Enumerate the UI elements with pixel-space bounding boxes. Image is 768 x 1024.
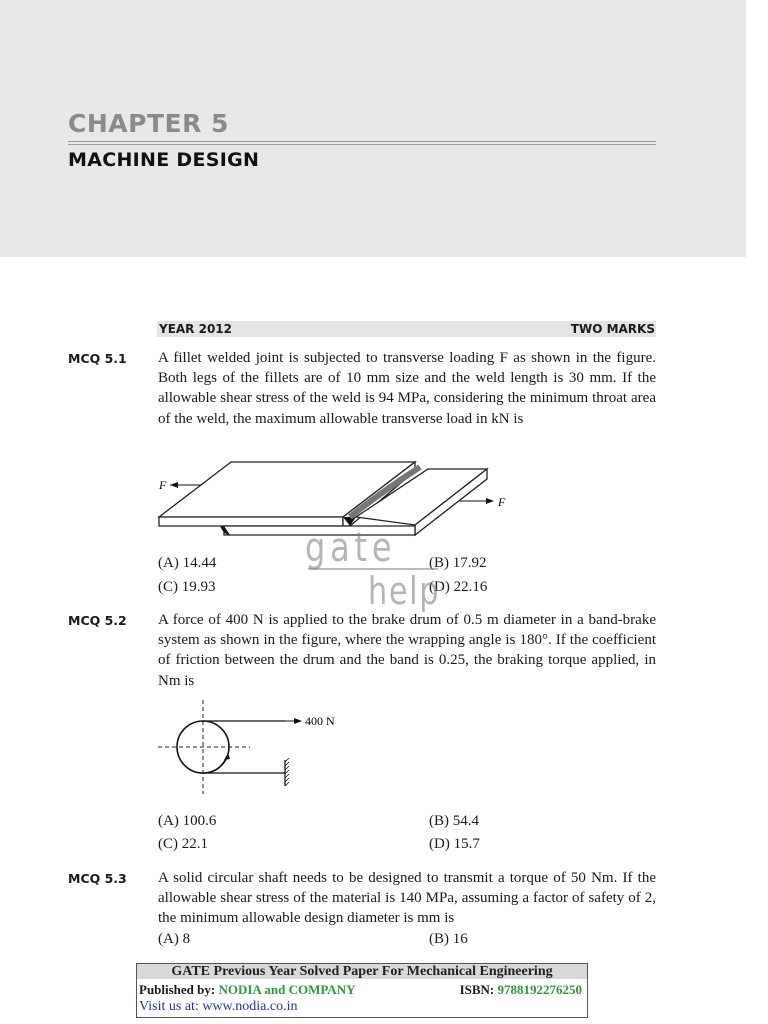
option-d: (D) 15.7 [429, 836, 480, 852]
footer-isbn [460, 982, 582, 998]
watermark-text: help [368, 569, 441, 613]
force-label-left: F [159, 478, 167, 492]
footer-publisher [139, 982, 355, 998]
question-label: MCQ 5.3 [68, 871, 127, 886]
rotation-arrow-icon [224, 753, 230, 760]
publisher-name: NODIA and COMPANY [218, 982, 356, 997]
fillet-weld-figure [150, 455, 530, 545]
question-text: A fillet welded joint is subjected to transverse loading F as shown in the figure. Both legs of the fillets are of 10 mm size and the weld length is 30 mm. If the allowable shear stress of the weld is 94 MPa, considering the minimum throat area of the weld, the maximum allowable transverse load in kN is [158, 350, 656, 427]
marks-label: TWO MARKS [570, 322, 655, 336]
chapter-header [0, 0, 746, 257]
option-a: (A) 8 [158, 931, 191, 947]
force-label: 400 N [305, 714, 335, 728]
top-plate-edge [159, 517, 343, 526]
watermark-rule [308, 568, 438, 570]
question-text: A solid circular shaft needs to be designed to transmit a torque of 50 Nm. If the allowable shear stress of the material is 140 MPa, assuming a factor of safety of 2, the minimum allowable design diameter is mm is [158, 870, 656, 927]
footer-website-link[interactable]: Visit us at: www.nodia.co.in [139, 999, 298, 1014]
arrow-left-icon [170, 482, 178, 488]
question-label: MCQ 5.1 [68, 351, 127, 366]
option-c: (C) 22.1 [158, 836, 208, 852]
header-rule [68, 144, 656, 145]
header-rule [68, 141, 656, 142]
arrow-right-icon [294, 718, 302, 724]
page-footer [136, 963, 588, 1018]
year-label: YEAR 2012 [159, 322, 232, 336]
chapter-label: CHAPTER 5 [68, 109, 229, 138]
year-bar [157, 321, 656, 337]
arrow-right-icon [486, 498, 494, 504]
published-label: Published by: [139, 982, 216, 997]
force-label-right: F [498, 495, 506, 509]
question-text: A force of 400 N is applied to the brake drum of 0.5 m diameter in a band-brake system as shown in the figure, where the wrapping angle is 180°. If the coefficient of friction between the drum and the band is 0.25, the braking torque applied, in Nm is [158, 612, 656, 689]
watermark-text: gate [305, 525, 397, 571]
option-c: (C) 19.93 [158, 579, 216, 595]
isbn-label: ISBN: [459, 982, 495, 997]
footer-title: GATE Previous Year Solved Paper For Mechanical Engineering [137, 964, 587, 979]
isbn-value: 9788192276250 [497, 982, 582, 997]
question-label: MCQ 5.2 [68, 613, 127, 628]
ground-hatch-icon [285, 758, 289, 786]
option-b: (B) 54.4 [429, 813, 479, 829]
bottom-plate-edge [224, 526, 415, 535]
chapter-title: MACHINE DESIGN [68, 149, 260, 171]
option-a: (A) 100.6 [158, 813, 217, 829]
band-brake-figure [150, 698, 370, 798]
option-a: (A) 14.44 [158, 555, 217, 571]
option-b: (B) 16 [429, 931, 468, 947]
option-b: (B) 17.92 [429, 555, 487, 571]
option-d: (D) 22.16 [429, 579, 488, 595]
